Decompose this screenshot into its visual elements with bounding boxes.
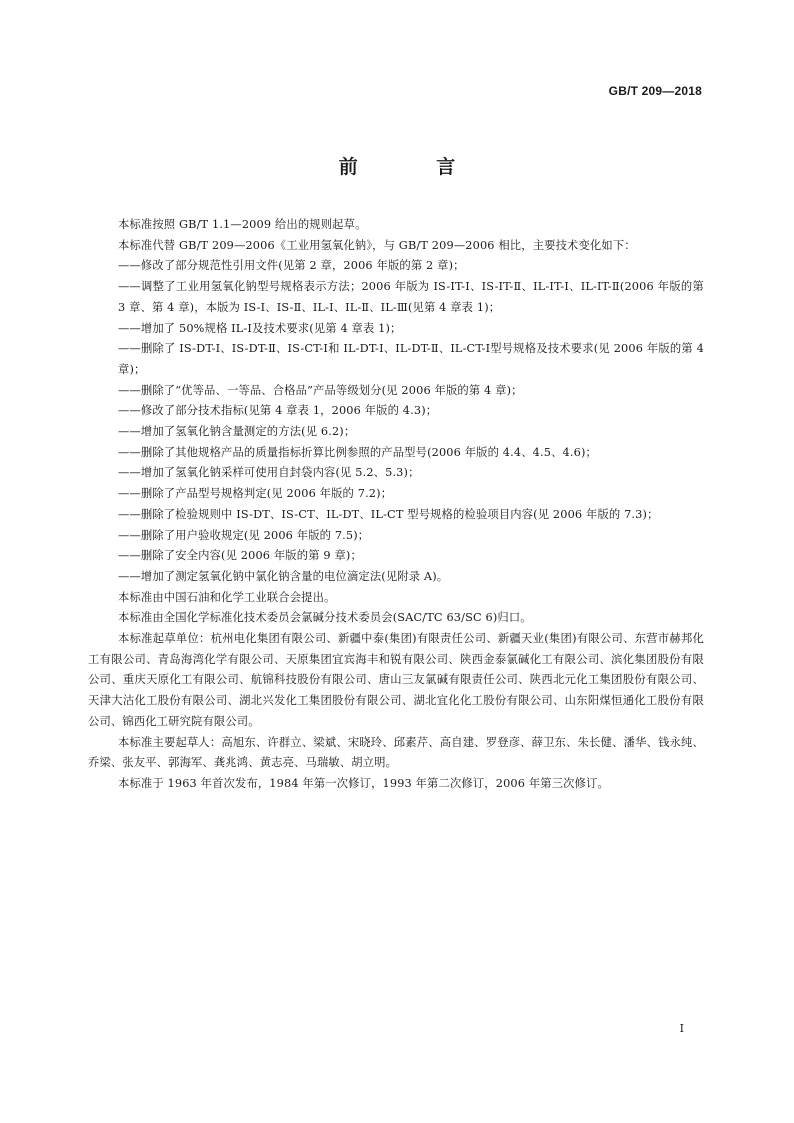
paragraph-committee: 本标准由全国化学标准化技术委员会氯碱分技术委员会(SAC/TC 63/SC 6)归口。	[118, 611, 532, 625]
change-item: ——删除了其他规格产品的质量指标折算比例参照的产品型号(2006 年版的 4.4、4.5、4.6)；	[118, 445, 597, 459]
paragraph-history: 本标准于 1963 年首次发布，1984 年第一次修订，1993 年第二次修订，2006 年第三次修订。	[118, 776, 609, 790]
change-item: ——删除了安全内容(见 2006 年版的第 9 章)；	[118, 549, 362, 563]
change-item: ——调整了工业用氢氧化钠型号规格表示方法；2006 年版为 IS-IT-Ⅰ、IS-IT-Ⅱ、IL-IT-Ⅰ、IL-IT-Ⅱ(2006 年版的第 3 章、第 4 章)，本版为 IS-Ⅰ、IS-Ⅱ、IL-Ⅰ、IL-Ⅱ、IL-Ⅲ(见第 4 章表 1)；	[118, 280, 704, 314]
paragraph-drafting-units: 本标准起草单位：杭州电化集团有限公司、新疆中泰(集团)有限责任公司、新疆天业(集团)有限公司、东营市赫邦化工有限公司、青岛海湾化学有限公司、天原集团宜宾海丰和锐有限公司、陕西金泰氯碱化工有限公司、滨化集团股份有限公司、重庆天原化工有限公司、航锦科技股份有限公司、唐山三友氯碱有限责任公司、陕西北元化工集团股份有限公司、天津大沽化工股份有限公司、湖北兴发化工集团股份有限公司、湖北宜化化工股份有限公司、山东阳煤恒通化工股份有限公司、锦西化工研究院有限公司。	[88, 632, 704, 728]
paragraph-drafters: 本标准主要起草人：高旭东、许群立、梁斌、宋晓玲、邱素芹、高自建、罗登彦、薛卫东、朱长健、潘华、钱永纯、乔梁、张友平、郭海军、龚兆鸿、黄志亮、马瑞敏、胡立明。	[88, 735, 704, 770]
foreword-body	[88, 215, 704, 795]
change-item: ——增加了氢氧化钠采样可使用自封袋内容(见 5.2、5.3)；	[118, 466, 420, 480]
change-item: ——增加了测定氢氧化钠中氯化钠含量的电位滴定法(见附录 A)。	[118, 569, 449, 583]
change-item: ——增加了 50%规格 IL-Ⅰ及技术要求(见第 4 章表 1)；	[118, 321, 402, 335]
change-item: ——增加了氢氧化钠含量测定的方法(见 6.2)；	[118, 425, 356, 439]
change-item: ——修改了部分规范性引用文件(见第 2 章，2006 年版的第 2 章)；	[118, 259, 465, 273]
change-item: ——删除了用户验收规定(见 2006 年版的 7.5)；	[118, 528, 370, 542]
change-item: ——删除了产品型号规格判定(见 2006 年版的 7.2)；	[118, 487, 393, 501]
change-list	[118, 256, 704, 587]
page-number: Ⅰ	[679, 1022, 684, 1035]
page-title: 前 言	[338, 156, 492, 178]
change-item: ——删除了“优等品、一等品、合格品”产品等级划分(见 2006 年版的第 4 章)；	[118, 383, 523, 397]
paragraph-drafting-rule: 本标准按照 GB/T 1.1—2009 给出的规则起草。	[118, 218, 367, 231]
change-item: ——修改了部分技术指标(见第 4 章表 1，2006 年版的 4.3)；	[118, 404, 438, 418]
change-item: ——删除了 IS-DT-Ⅰ、IS-DT-Ⅱ、IS-CT-Ⅰ和 IL-DT-Ⅰ、IL-DT-Ⅱ、IL-CT-Ⅰ型号规格及技术要求(见 2006 年版的第 4 章)；	[118, 342, 704, 376]
paragraph-replacement: 本标准代替 GB/T 209—2006《工业用氢氧化钠》，与 GB/T 209—2006 相比，主要技术变化如下：	[118, 238, 636, 252]
document-code: GB/T 209—2018	[608, 84, 702, 98]
paragraph-proposer: 本标准由中国石油和化学工业联合会提出。	[118, 590, 336, 604]
change-item: ——删除了检验规则中 IS-DT、IS-CT、IL-DT、IL-CT 型号规格的检验项目内容(见 2006 年版的 7.3)；	[118, 507, 659, 521]
